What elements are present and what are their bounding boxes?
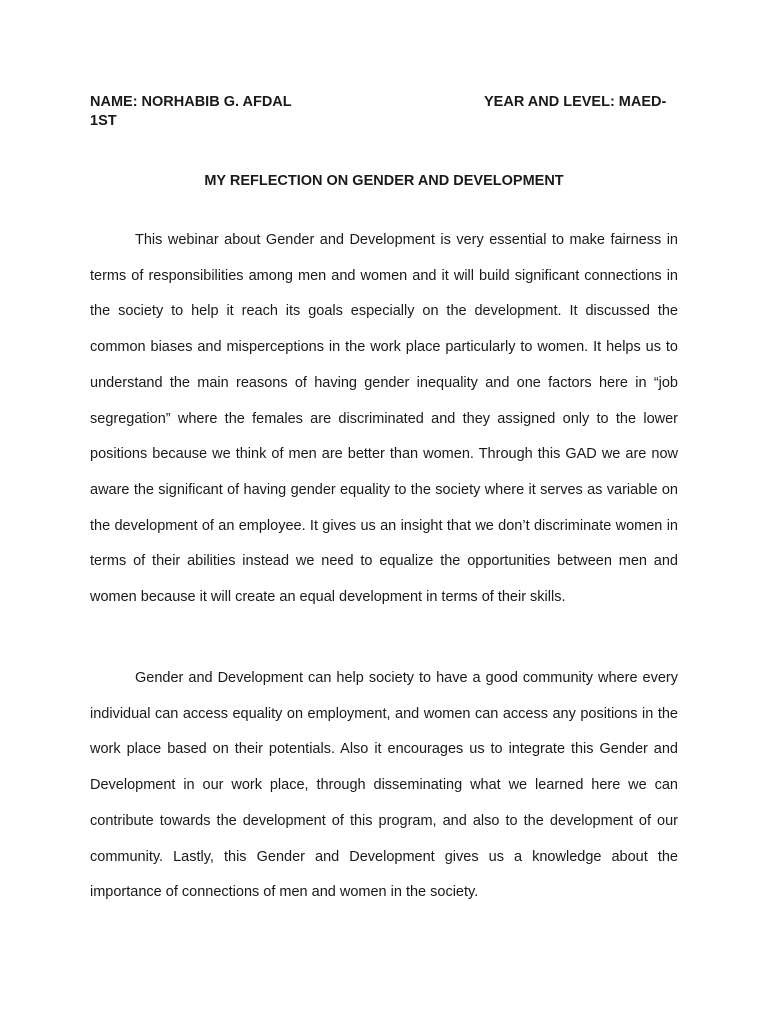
student-name: NAME: NORHABIB G. AFDAL (90, 94, 292, 110)
paragraph-1: This webinar about Gender and Development is very essential to make fairness in terms of responsibilities among men and women and it will build significant connections in the society to help it reach its goals especially on the development. It discussed the common biases and misperceptions in the work place particularly to women. It helps us to understand the main reasons of having gender inequality and one factors here in “job segregation” where the females are discriminated and they assigned only to the lower positions because we think of men are better than women. Through this GAD we are now aware the significant of having gender equality to the society where it serves as variable on the development of an employee. It gives us an insight that we don’t discriminate women in terms of their abilities instead we need to equalize the opportunities between men and women because it will create an equal development in terms of their skills. (90, 232, 678, 606)
year-and-level-continued: 1ST (90, 113, 117, 129)
year-and-level: YEAR AND LEVEL: MAED- (484, 94, 667, 110)
paragraph-2: Gender and Development can help society to have a good community where every individual can access equality on employment, and women can access any positions in the work place based on their potentials. Also it encourages us to integrate this Gender and Development in our work place, through disseminating what we learned here we can contribute towards the development of this program, and also to the development of our community. Lastly, this Gender and Development gives us a knowledge about the importance of connections of men and women in the society. (90, 670, 678, 901)
document-title: MY REFLECTION ON GENDER AND DEVELOPMENT (204, 173, 564, 189)
document-header (90, 93, 690, 131)
header-row (90, 93, 690, 112)
